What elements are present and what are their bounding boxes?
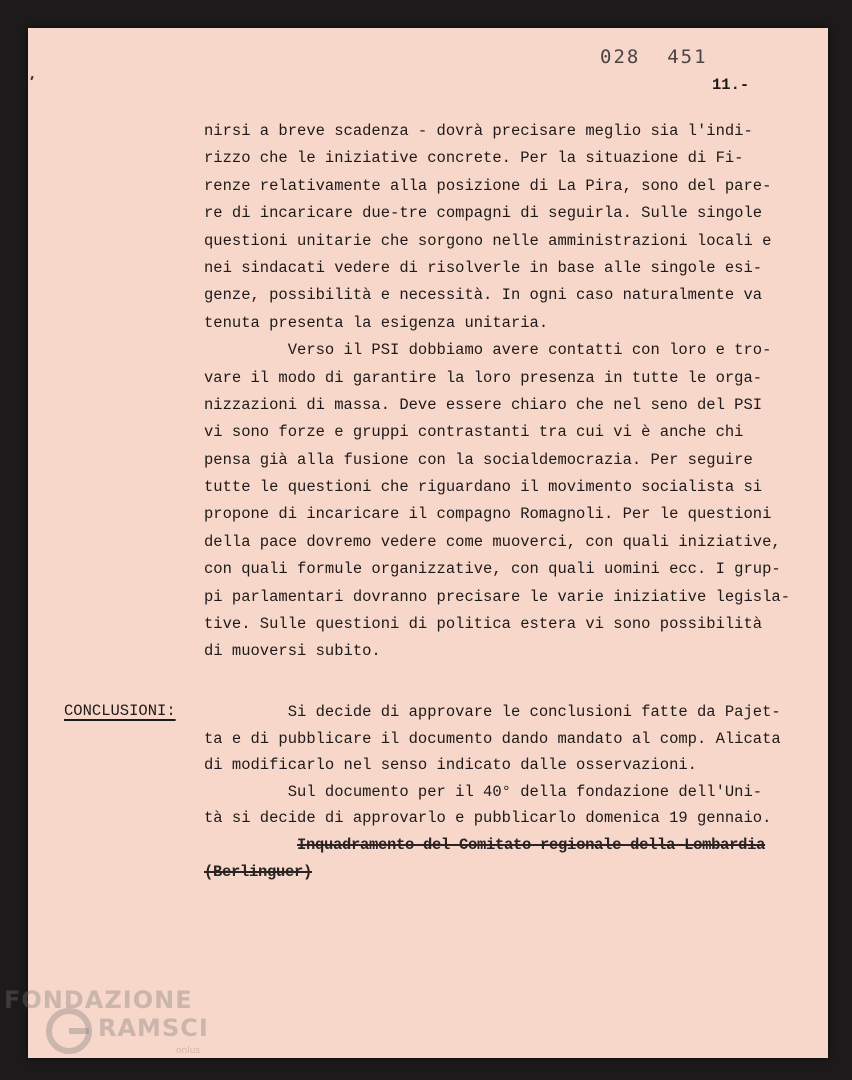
watermark-line1: FONDAZIONE: [4, 986, 193, 1014]
struck-agenda-item: Inquadramento del Comitato regionale della Lombardia: [297, 835, 766, 854]
body-line: re di incaricare due-tre compagni di seguirla. Sulle singole: [204, 204, 763, 223]
margin-mark: [30, 76, 33, 80]
body-line: questioni unitarie che sorgono nelle amministrazioni locali e: [204, 231, 772, 250]
body-line: rizzo che le iniziative concrete. Per la situazione di Fi-: [204, 149, 744, 168]
body-line: vi sono forze e gruppi contrastanti tra cui vi è anche chi: [204, 423, 744, 442]
struck-line-wrap: [204, 832, 824, 859]
document-page: [28, 28, 828, 1058]
body-line: nei sindacati vedere di risolverle in base alle singole esi-: [204, 258, 763, 277]
conclusions-label: CONCLUSIONI:: [64, 702, 176, 720]
body-line: genze, possibilità e necessità. In ogni caso naturalmente va: [204, 286, 763, 305]
conclusion-line: tà si decide di approvarlo e pubblicarlo domenica 19 gennaio.: [204, 809, 772, 828]
conclusions-text: [204, 699, 824, 885]
watermark-suffix: onlus: [176, 1046, 201, 1056]
struck-line-wrap: [204, 859, 824, 886]
body-line: nizzazioni di massa. Deve essere chiaro che nel seno del PSI: [204, 395, 763, 414]
body-line: pi parlamentari dovranno precisare le varie iniziative legisla-: [204, 587, 790, 606]
conclusion-line: Sul documento per il 40° della fondazione dell'Uni-: [204, 782, 763, 801]
body-line: renze relativamente alla posizione di La Pira, sono del pare-: [204, 176, 772, 195]
body-line: propone di incaricare il compagno Romagnoli. Per le questioni: [204, 505, 772, 524]
body-line: nirsi a breve scadenza - dovrà precisare meglio sia l'indi-: [204, 122, 753, 140]
body-line: pensa già alla fusione con la socialdemocrazia. Per seguire: [204, 450, 753, 469]
body-line: Verso il PSI dobbiamo avere contatti con loro e tro-: [204, 341, 772, 360]
conclusion-line: ta e di pubblicare il documento dando mandato al comp. Alicata: [204, 729, 781, 748]
struck-agenda-author: (Berlinguer): [204, 862, 313, 881]
body-line: tutte le questioni che riguardano il movimento socialista si: [204, 478, 763, 497]
archive-number: 028 451: [600, 46, 708, 68]
page-number: 11.-: [712, 76, 750, 94]
conclusion-line: Si decide di approvare le conclusioni fatte da Pajet-: [204, 703, 781, 721]
body-line: tive. Sulle questioni di politica estera vi sono possibilità: [204, 615, 763, 634]
body-text: [204, 118, 824, 666]
watermark-line2: RAMSCI: [98, 1014, 209, 1042]
conclusion-line: di modificarlo nel senso indicato dalle osservazioni.: [204, 756, 697, 775]
body-line: della pace dovremo vedere come muoverci, con quali iniziative,: [204, 532, 781, 551]
body-line: vare il modo di garantire la loro presenza in tutte le orga-: [204, 368, 763, 387]
body-line: con quali formule organizzative, con quali uomini ecc. I grup-: [204, 560, 781, 579]
body-line: di muoversi subito.: [204, 642, 381, 661]
body-line: tenuta presenta la esigenza unitaria.: [204, 313, 549, 332]
